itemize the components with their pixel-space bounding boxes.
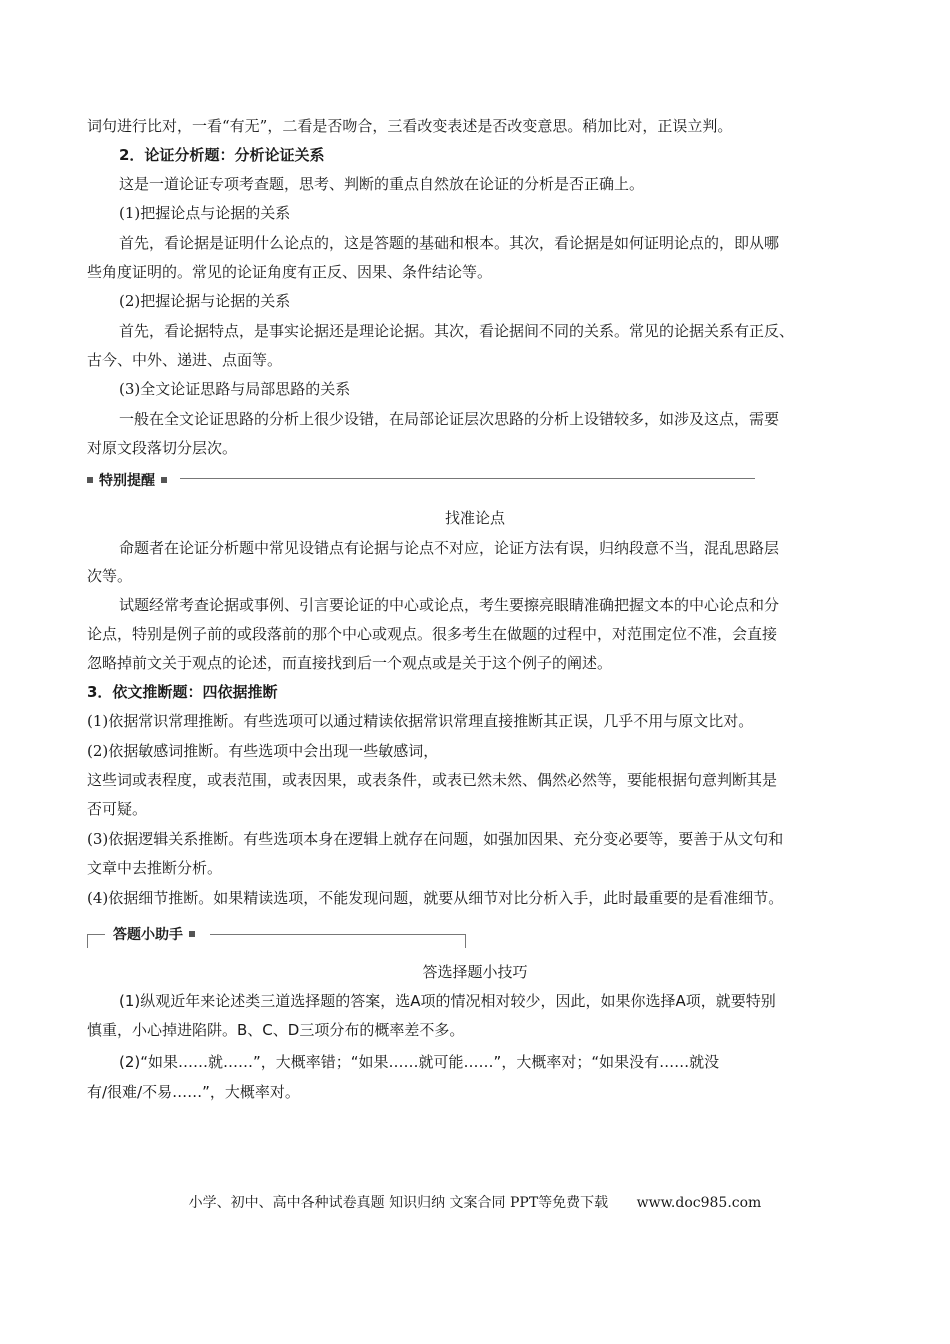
paragraph-line: (1)纵观近年来论述类三道选择题的答案，选A项的情况相对较少，因此，如果你选择A项，就要特别 bbox=[119, 992, 776, 1010]
paragraph-line: 次等。 bbox=[87, 567, 133, 585]
paragraph-line: 忽略掉前文关于观点的论述，而直接找到后一个观点或是关于这个例子的阐述。 bbox=[87, 654, 613, 672]
subheading: (3)全文论证思路与局部思路的关系 bbox=[119, 380, 351, 398]
paragraph-line: 首先，看论据是证明什么论点的，这是答题的基础和根本。其次，看论据是如何证明论点的，即从哪 bbox=[119, 234, 780, 252]
paragraph-line: 词句进行比对，一看“有无”，二看是否吻合，三看改变表述是否改变意思。稍加比对，正误立判。 bbox=[87, 117, 733, 135]
subheading: (2)把握论据与论据的关系 bbox=[119, 292, 291, 310]
paragraph-line: 古今、中外、递进、点面等。 bbox=[87, 351, 283, 369]
section-heading: 2．论证分析题：分析论证关系 bbox=[119, 146, 325, 164]
box-title: 答选择题小技巧 bbox=[422, 963, 528, 981]
footer-url[interactable]: www.doc985.com bbox=[636, 1195, 762, 1211]
square-bullet-icon bbox=[87, 477, 93, 483]
paragraph-line: 一般在全文论证思路的分析上很少设错，在局部论证层次思路的分析上设错较多，如涉及这点，需要 bbox=[119, 410, 780, 428]
subheading: (1)把握论点与论据的关系 bbox=[119, 204, 291, 222]
tip-box-header bbox=[87, 470, 167, 490]
paragraph-line: 命题者在论证分析题中常见设错点有论据与论点不对应，论证方法有误，归纳段意不当，混乱思路层 bbox=[119, 539, 780, 557]
paragraph-line: 试题经常考查论据或事例、引言要论证的中心或论点，考生要擦亮眼睛准确把握文本的中心论点和分 bbox=[119, 596, 780, 614]
paragraph-line: 对原文段落切分层次。 bbox=[87, 439, 238, 457]
helper-box-header bbox=[107, 924, 195, 944]
paragraph-line: 首先，看论据特点，是事实论据还是理论论据。其次，看论据间不同的关系。常见的论据关系有正反、 bbox=[119, 322, 795, 340]
paragraph-line: 否可疑。 bbox=[87, 800, 148, 818]
list-item: (2)依据敏感词推断。有些选项中会出现一些敏感词， bbox=[87, 742, 439, 760]
paragraph-line: 这是一道论证专项考查题，思考、判断的重点自然放在论证的分析是否正确上。 bbox=[119, 175, 645, 193]
paragraph-line: (2)“如果……就……”，大概率错；“如果……就可能……”，大概率对；“如果没有……就没 bbox=[119, 1053, 720, 1071]
paragraph-line: 这些词或表程度，或表范围，或表因果，或表条件，或表已然未然、偶然必然等，要能根据句意判断其是 bbox=[87, 771, 778, 789]
box-title: 找准论点 bbox=[444, 509, 505, 527]
divider bbox=[210, 934, 466, 935]
tip-box-label: 特别提醒 bbox=[99, 473, 155, 489]
square-bullet-icon bbox=[189, 931, 195, 937]
paragraph-line: 慎重，小心掉进陷阱。B、C、D三项分布的概率差不多。 bbox=[87, 1021, 465, 1039]
footer-text: 小学、初中、高中各种试卷真题 知识归纳 文案合同 PPT等免费下载 bbox=[188, 1195, 609, 1211]
paragraph-line: 有/很难/不易……”，大概率对。 bbox=[87, 1083, 300, 1101]
divider bbox=[87, 934, 88, 948]
page-footer bbox=[0, 1192, 950, 1212]
divider bbox=[180, 478, 755, 479]
paragraph-line: 文章中去推断分析。 bbox=[87, 859, 223, 877]
helper-box-label: 答题小助手 bbox=[113, 927, 183, 943]
divider bbox=[465, 934, 466, 948]
paragraph-line: 些角度证明的。常见的论证角度有正反、因果、条件结论等。 bbox=[87, 263, 493, 281]
list-item: (1)依据常识常理推断。有些选项可以通过精读依据常识常理直接推断其正误，几乎不用与原文比对。 bbox=[87, 712, 754, 730]
list-item: (3)依据逻辑关系推断。有些选项本身在逻辑上就存在问题，如强加因果、充分变必要等，要善于从文句和 bbox=[87, 830, 784, 848]
divider bbox=[87, 934, 105, 935]
list-item: (4)依据细节推断。如果精读选项，不能发现问题，就要从细节对比分析入手，此时最重要的是看准细节。 bbox=[87, 889, 784, 907]
section-heading: 3．依文推断题：四依据推断 bbox=[87, 683, 278, 701]
square-bullet-icon bbox=[161, 477, 167, 483]
paragraph-line: 论点，特别是例子前的或段落前的那个中心或观点。很多考生在做题的过程中，对范围定位不准，会直接 bbox=[87, 625, 778, 643]
